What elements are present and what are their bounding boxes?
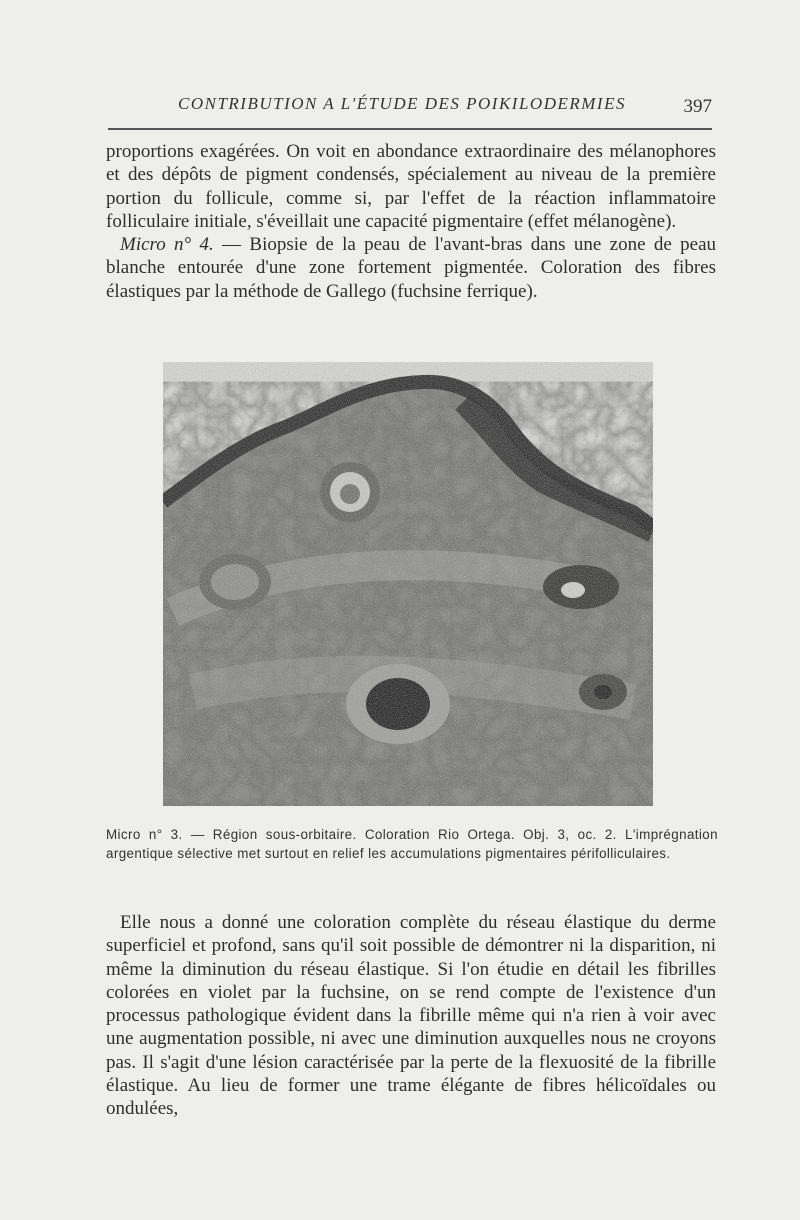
page-number: 397 xyxy=(683,96,712,117)
caption-text: Micro n° 3. — Région sous-orbitaire. Coloration Rio Ortega. Obj. 3, oc. 2. L'imprégnation argentique sélective met surtout en relief les accumulations pigmentaires périfolliculaires. xyxy=(106,827,718,861)
micro-label: Micro n° 4. xyxy=(120,234,214,256)
paragraph-continued: proportions exagérées. On voit en abondance extraordinaire des mélanophores et des dépôts de pigment condensés, spécialement au niveau de la première portion du follicule, comme si, par l'effet de la réaction inflammatoire folliculaire initiale, s'éveillait une capacité pigmentaire (effet mélanogène). xyxy=(106,141,716,232)
paragraph-elastic-network: Elle nous a donné une coloration complète du réseau élastique du derme superficiel et profond, sans qu'il soit possible de démontrer ni la disparition, ni même la diminution du réseau élastique. Si l'on étudie en détail les fibrilles colorées en violet par la fuchsine, on se rend compte de l'existence d'un processus pathologique évident dans la fibrille même qui n'a rien à voir avec une augmentation possible, ni avec une diminution auxquelles nous ne croyons pas. Il s'agit d'une lésion caractérisée par la perte de la flexuosité de la fibrille élastique. Au lieu de former une trame élégante de fibres hélicoïdales ou ondulées, xyxy=(106,912,716,1120)
bottom-text-block xyxy=(106,911,716,1121)
top-text-block xyxy=(106,140,716,303)
micrograph-figure xyxy=(163,362,653,806)
micrograph-image xyxy=(163,362,653,806)
running-title: CONTRIBUTION A L'ÉTUDE DES POIKILODERMIES xyxy=(178,94,626,113)
paragraph-micro-4 xyxy=(106,233,716,303)
running-head xyxy=(108,94,712,120)
figure-caption xyxy=(106,826,718,863)
micro-4-description: — Biopsie de la peau de l'avant-bras dans une zone de peau blanche entourée d'une zone fortement pigmentée. Coloration des fibres élastiques par la méthode de Gallego (fuchsine ferrique). xyxy=(106,234,716,302)
header-rule xyxy=(108,128,712,130)
